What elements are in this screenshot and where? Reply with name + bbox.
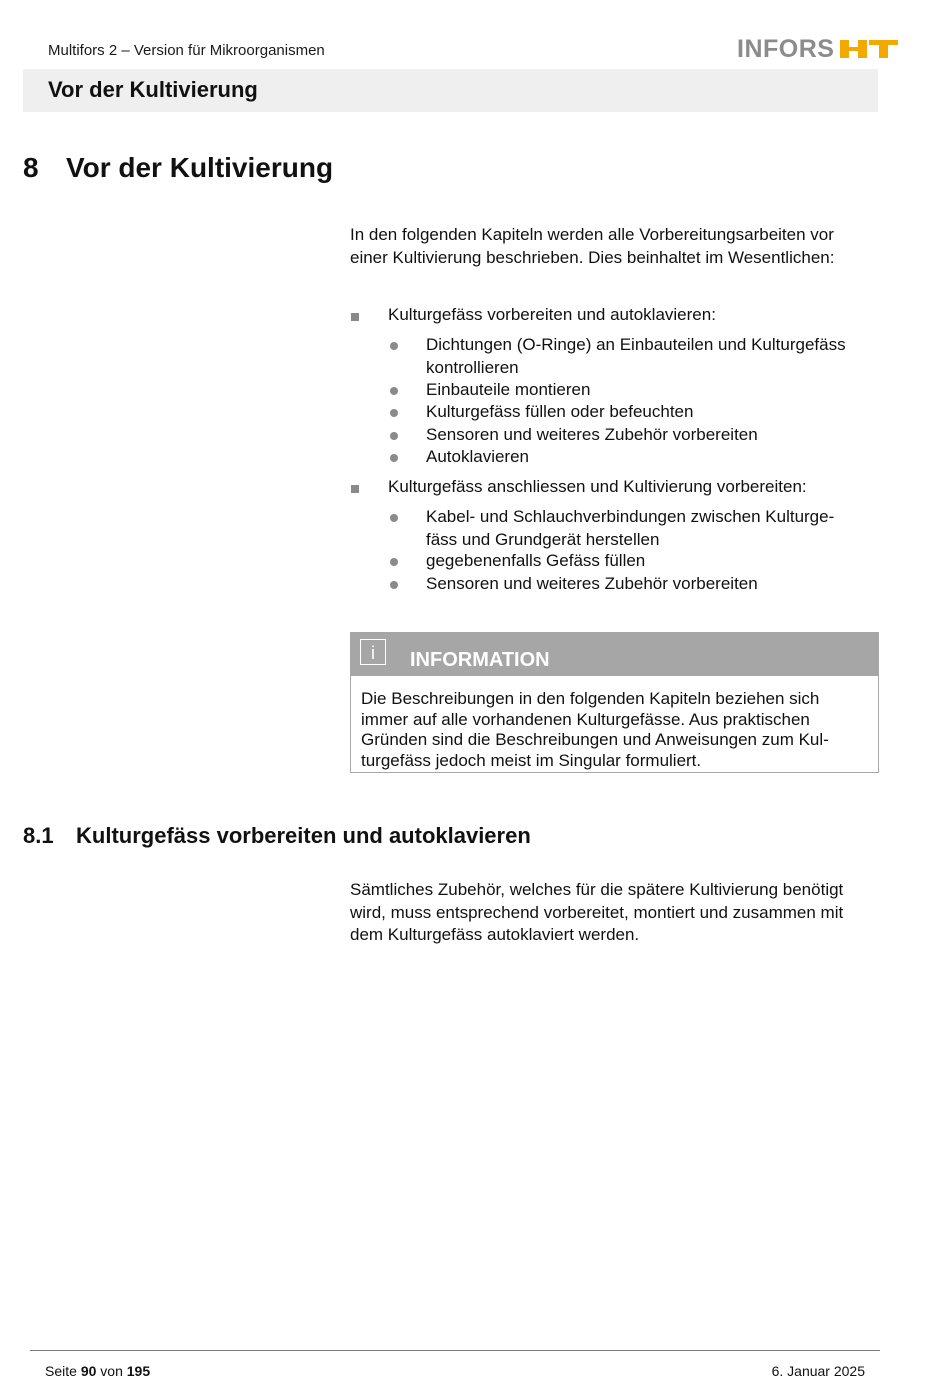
list-item: gegebenenfalls Gefäss füllen — [426, 551, 646, 570]
infors-ht-logo — [737, 36, 900, 62]
page-number — [45, 1363, 150, 1379]
information-text: Die Beschreibungen in den folgenden Kapiteln beziehen sich immer auf alle vorhandenen Kulturgefässe. Aus praktischen Gründen sind die Beschreibungen und Anweisungen zum Kul- turgefäss jedoch meist im Singular formuliert. — [361, 689, 829, 770]
list-item: Einbauteile montieren — [426, 380, 591, 399]
intro-paragraph: In den folgenden Kapiteln werden alle Vorbereitungsarbeiten vor einer Kultivierung beschrieben. Dies beinhaltet im Wesentlichen: — [350, 225, 835, 267]
info-icon: i — [360, 639, 386, 665]
square-bullet-icon — [351, 485, 359, 493]
list-group-label: Kulturgefäss vorbereiten und autoklavieren: — [388, 305, 716, 324]
logo-word: INFORS — [737, 35, 835, 63]
section-heading — [23, 823, 531, 849]
section-title: Kulturgefäss vorbereiten und autoklavieren — [76, 823, 531, 848]
chapter-heading — [23, 152, 333, 184]
page-total: 195 — [126, 1363, 151, 1379]
list-item: Dichtungen (O-Ringe) an Einbauteilen und Kulturgefäss kontrollieren — [426, 335, 846, 377]
information-title: INFORMATION — [410, 649, 550, 671]
document-date: 6. Januar 2025 — [771, 1363, 865, 1379]
dot-bullet-icon — [390, 558, 398, 566]
page-prefix: Seite — [45, 1363, 77, 1379]
ht-logo-mark-icon — [838, 38, 900, 60]
dot-bullet-icon — [390, 387, 398, 395]
section-paragraph: Sämtliches Zubehör, welches für die spätere Kultivierung benötigt wird, muss entsprechend vorbereitet, montiert und zusammen mit dem Kulturgefäss autoklaviert werden. — [350, 880, 844, 944]
list-item: Sensoren und weiteres Zubehör vorbereiten — [426, 425, 758, 444]
list-item: Kabel- und Schlauchverbindungen zwischen Kulturge- fäss und Grundgerät herstellen — [426, 507, 835, 549]
square-bullet-icon — [351, 313, 359, 321]
chapter-number: 8 — [23, 152, 39, 183]
page-current: 90 — [80, 1363, 97, 1379]
dot-bullet-icon — [390, 581, 398, 589]
dot-bullet-icon — [390, 432, 398, 440]
header-section-title: Vor der Kultivierung — [48, 77, 258, 102]
page-mid: von — [100, 1363, 123, 1379]
section-number: 8.1 — [23, 823, 54, 848]
dot-bullet-icon — [390, 454, 398, 462]
document-subtitle: Multifors 2 – Version für Mikroorganismen — [48, 42, 325, 59]
list-item: Kulturgefäss füllen oder befeuchten — [426, 402, 694, 421]
dot-bullet-icon — [390, 409, 398, 417]
list-item: Autoklavieren — [426, 447, 530, 466]
dot-bullet-icon — [390, 514, 398, 522]
list-item: Sensoren und weiteres Zubehör vorbereiten — [426, 574, 758, 593]
dot-bullet-icon — [390, 342, 398, 350]
chapter-title: Vor der Kultivierung — [66, 152, 334, 183]
footer-divider — [30, 1350, 880, 1351]
list-group-label: Kulturgefäss anschliessen und Kultivierung vorbereiten: — [388, 477, 807, 496]
